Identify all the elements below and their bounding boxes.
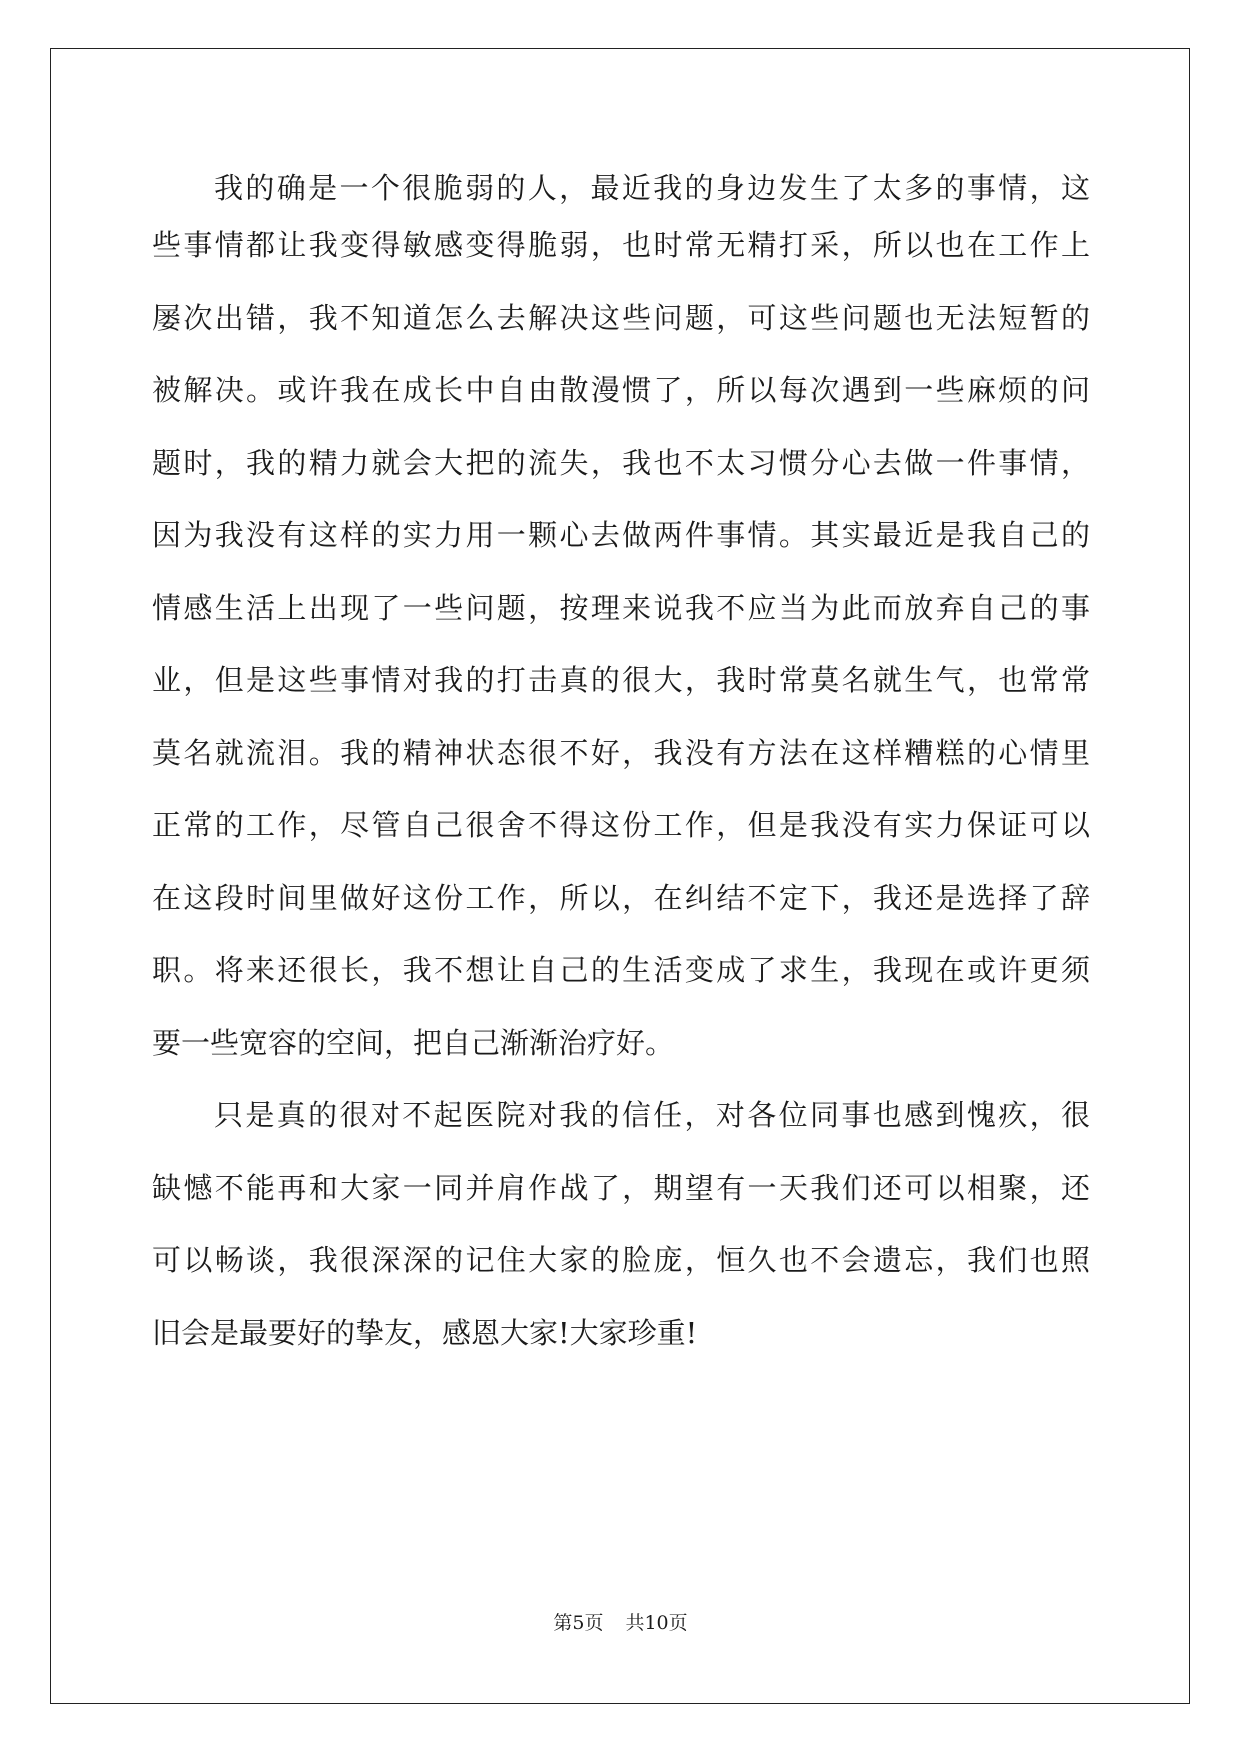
paragraph-1-line-6: 因为我没有这样的实力用一颗心去做两件事情。其实最近是我自己的 xyxy=(152,518,1090,552)
paragraph-2-line-4: 旧会是最要好的挚友，感恩大家!大家珍重! xyxy=(152,1316,698,1350)
paragraph-1-line-9: 莫名就流泪。我的精神状态很不好，我没有方法在这样糟糕的心情里 xyxy=(152,736,1090,770)
paragraph-1-line-8: 业，但是这些事情对我的打击真的很大，我时常莫名就生气，也常常 xyxy=(152,663,1090,697)
paragraph-1-line-12: 职。将来还很长，我不想让自己的生活变成了求生，我现在或许更须 xyxy=(152,953,1090,987)
page-footer xyxy=(0,1610,1241,1636)
paragraph-2-line-1: 只是真的很对不起医院对我的信任，对各位同事也感到愧疚，很 xyxy=(214,1098,1090,1132)
paragraph-1-line-10: 正常的工作，尽管自己很舍不得这份工作，但是我没有实力保证可以 xyxy=(152,808,1090,842)
paragraph-1-line-3: 屡次出错，我不知道怎么去解决这些问题，可这些问题也无法短暂的 xyxy=(152,301,1090,335)
paragraph-1-line-5: 题时，我的精力就会大把的流失，我也不太习惯分心去做一件事情， xyxy=(152,446,1090,480)
paragraph-1-line-2: 些事情都让我变得敏感变得脆弱，也时常无精打采，所以也在工作上 xyxy=(152,228,1090,262)
paragraph-1-line-7: 情感生活上出现了一些问题，按理来说我不应当为此而放弃自己的事 xyxy=(152,591,1090,625)
paragraph-1-line-13: 要一些宽容的空间，把自己渐渐治疗好。 xyxy=(152,1026,675,1060)
paragraph-2-line-2: 缺憾不能再和大家一同并肩作战了，期望有一天我们还可以相聚，还 xyxy=(152,1171,1090,1205)
page-number: 第5页 xyxy=(553,1612,604,1634)
paragraph-1-line-4: 被解决。或许我在成长中自由散漫惯了，所以每次遇到一些麻烦的问 xyxy=(152,373,1090,407)
paragraph-1-line-11: 在这段时间里做好这份工作，所以，在纠结不定下，我还是选择了辞 xyxy=(152,881,1090,915)
paragraph-2-line-3: 可以畅谈，我很深深的记住大家的脸庞，恒久也不会遗忘，我们也照 xyxy=(152,1243,1090,1277)
total-pages: 共10页 xyxy=(625,1612,688,1634)
paragraph-1-line-1: 我的确是一个很脆弱的人，最近我的身边发生了太多的事情，这 xyxy=(214,171,1090,205)
